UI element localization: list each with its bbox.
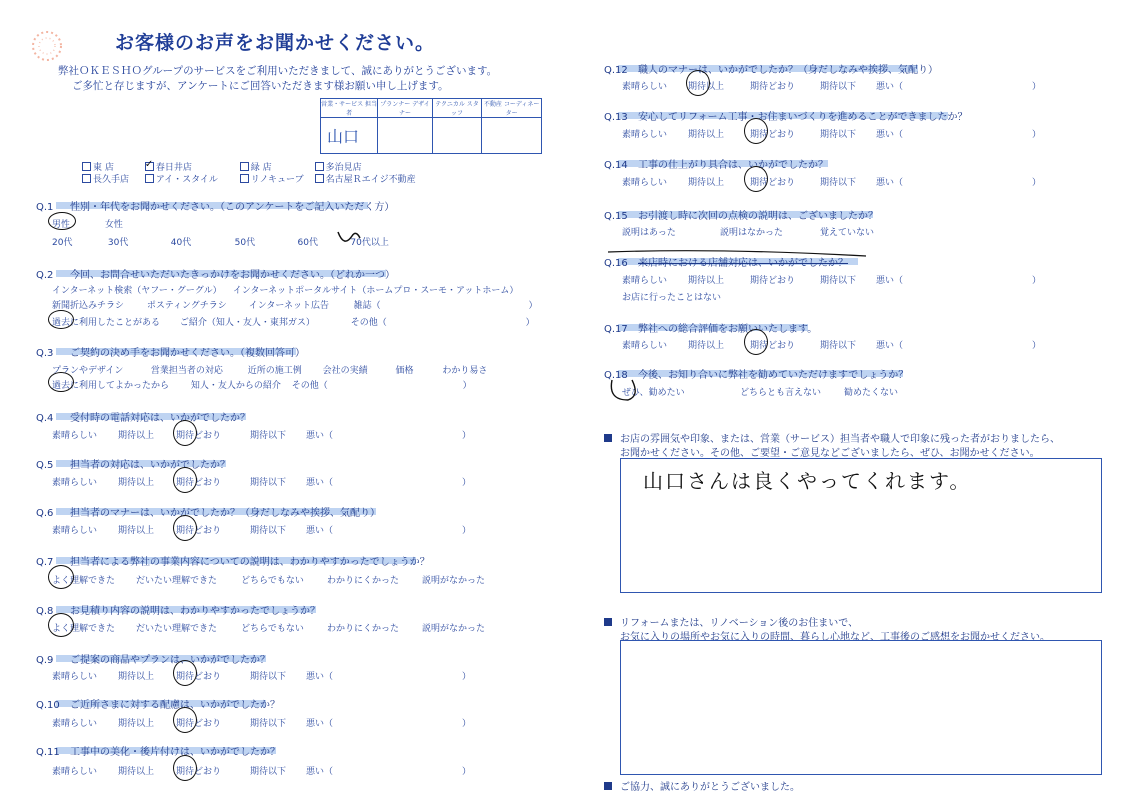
q1-option-50s[interactable]: 50代 — [234, 238, 256, 248]
q17-paren-close: ） — [1032, 341, 1042, 351]
q13-opt-below[interactable]: 期待以下 — [820, 130, 857, 140]
q13-opt-bad[interactable]: 悪い（ — [876, 130, 904, 140]
staff-header-planner: プランナー デザイナー — [378, 99, 433, 118]
footer-thanks: ご協力、誠にありがとうございました。 — [604, 778, 800, 793]
answer-circle-q7 — [48, 565, 74, 589]
answer-circle-q14 — [744, 166, 768, 192]
staff-header-technical: テクニカル スタッフ — [432, 99, 481, 118]
q2-option-other[interactable]: その他（ — [350, 318, 387, 328]
answer-circle-q17 — [744, 329, 768, 355]
q8-opt-unclear[interactable]: わかりにくかった — [327, 624, 400, 634]
q1-option-30s[interactable]: 30代 — [107, 238, 129, 248]
q18-opt-definitely[interactable]: ぜひ、勧めたい — [622, 388, 685, 398]
q8-title: Q.8 お見積り内容の説明は、わかりやすかったでしょうか？ — [36, 606, 320, 617]
q2-paren-close: ） — [528, 301, 538, 311]
q16-opt-above[interactable]: 期待以上 — [688, 276, 725, 286]
q14-opt-bad[interactable]: 悪い（ — [876, 178, 904, 188]
q18-opt-no[interactable]: 勧めたくない — [844, 388, 899, 398]
staff-sales-value[interactable]: 山口 — [321, 118, 378, 154]
q6-opt-excellent[interactable]: 素晴らしい — [52, 526, 98, 536]
q7-opt-neutral[interactable]: どちらでもない — [241, 576, 304, 586]
q15-opt-dont-remember[interactable]: 覚えていない — [820, 228, 875, 238]
answer-circle-q6 — [173, 515, 197, 541]
q15-opt-yes[interactable]: 説明はあった — [622, 228, 676, 238]
q16-title: Q.16 来店時における店舗対応は、いかがでしたか？ — [604, 258, 848, 269]
q11-title: Q.11 工事中の美化・後片付けは、いかがでしたか？ — [36, 747, 280, 758]
q11-paren-close: ） — [462, 767, 472, 777]
q8-opt-understood[interactable]: よく理解できた — [52, 624, 116, 634]
q3-title: Q.3 ご契約の決め手をお聞かせください。（複数回答可） — [36, 348, 305, 359]
q10-opt-above[interactable]: 期待以上 — [118, 719, 155, 729]
q4-opt-bad[interactable]: 悪い（ — [306, 431, 334, 441]
q3-option-friend[interactable]: 知人・友人からの紹介 — [190, 381, 281, 391]
q10-opt-excellent[interactable]: 素晴らしい — [52, 719, 98, 729]
q18-opt-neutral[interactable]: どちらとも言えない — [740, 388, 822, 398]
q2-option-referral[interactable]: ご紹介（知人・友人・東邦ガス） — [179, 318, 315, 328]
q13-opt-excellent[interactable]: 素晴らしい — [622, 130, 668, 140]
answer-circle-q13 — [744, 118, 768, 144]
store-kasugai[interactable]: ✓ 春日井店 — [144, 159, 192, 173]
q12-paren-close: ） — [1032, 82, 1042, 92]
answer-circle-q10 — [173, 707, 197, 733]
store-tajimi[interactable]: 多治見店 — [315, 163, 362, 173]
intro-line-1: 弊社ＯＫＥＳＨＯグループのサービスをご利用いただきまして、誠にありがとうございます。 — [58, 65, 498, 77]
q12-opt-as-expected[interactable]: 期待どおり — [750, 82, 796, 92]
q14-opt-excellent[interactable]: 素晴らしい — [622, 178, 668, 188]
q4-paren-close: ） — [462, 431, 472, 441]
q3-option-design[interactable]: プランやデザイン — [52, 366, 124, 376]
q2-option-flyer[interactable]: 新聞折込みチラシ — [52, 301, 125, 311]
answer-circle-q9 — [173, 660, 197, 686]
q6-opt-above[interactable]: 期待以上 — [118, 526, 155, 536]
q17-opt-above[interactable]: 期待以上 — [688, 341, 725, 351]
q14-title: Q.14 工事の仕上がり具合は、いかがでしたか？ — [604, 160, 828, 171]
q11-opt-as-expected[interactable]: 期待どおり — [176, 767, 222, 777]
q18-title: Q.18 今後、お知り合いに弊社を勧めていただけますでしょうか？ — [604, 370, 909, 381]
q9-opt-above[interactable]: 期待以上 — [118, 672, 155, 682]
q2-option-magazine[interactable]: 雑誌（ — [353, 301, 381, 311]
q9-opt-as-expected[interactable]: 期待どおり — [176, 672, 222, 682]
q1-option-20s[interactable]: 20代 — [52, 238, 73, 248]
free1-label-2: お聞かせください。その他、ご要望・ご意見などございましたら、ぜひ、お聞かせください。 — [620, 448, 1040, 459]
q12-opt-bad[interactable]: 悪い（ — [876, 82, 904, 92]
q3-option-clarity[interactable]: わかり易さ — [442, 366, 488, 376]
q6-opt-as-expected[interactable]: 期待どおり — [176, 526, 222, 536]
q8-opt-neutral[interactable]: どちらでもない — [241, 624, 304, 634]
q5-paren-close: ） — [462, 478, 472, 488]
q12-opt-below[interactable]: 期待以下 — [820, 82, 857, 92]
q2-option-past-use[interactable]: 過去に利用したことがある — [52, 318, 161, 328]
q12-title: Q.12 職人のマナーは、いかがでしたか？（身だしなみや挨拶、気配り） — [604, 65, 938, 76]
q17-opt-as-expected[interactable]: 期待どおり — [750, 341, 796, 351]
page-title: お客様のお声をお聞かせください。 — [115, 32, 436, 54]
q10-opt-as-expected[interactable]: 期待どおり — [176, 719, 222, 729]
free1-label: お店の雰囲気や印象、または、営業（サービス）担当者や職人で印象に残った者がおりましたら、 — [604, 430, 1060, 445]
staff-header-realestate: 不動産 コーディネーター — [482, 99, 542, 118]
store-nagoya-r-age[interactable]: 名古屋Ｒエイジ不動産 — [315, 175, 416, 185]
q2-paren-close-2: ） — [525, 318, 535, 328]
q11-opt-above[interactable]: 期待以上 — [118, 767, 155, 777]
q6-title: Q.6 担当者のマナーは、いかがでしたか？（身だしなみや挨拶、気配り） — [36, 508, 380, 519]
answer-circle-q2-past-use — [48, 310, 74, 329]
store-midori[interactable]: 緑 店 — [240, 160, 312, 173]
q7-title: Q.7 担当者による弊社の事業内容についての説明は、わかりやすかったでしょうか？ — [36, 557, 430, 568]
q2-title: Q.2 今回、お問合せいただいたきっかけをお聞かせください。（どれか一つ） — [36, 270, 395, 281]
q13-title: Q.13 安心してリフォーム工事・お住まいづくりを進めることができましたか？ — [604, 112, 968, 123]
q2-option-posting[interactable]: ポスティングチラシ — [146, 301, 227, 311]
q10-opt-bad[interactable]: 悪い（ — [306, 719, 334, 729]
q11-opt-below[interactable]: 期待以下 — [250, 767, 287, 777]
q9-opt-bad[interactable]: 悪い（ — [306, 672, 334, 682]
q16-paren-close: ） — [1032, 276, 1042, 286]
q10-paren-close: ） — [462, 719, 472, 729]
q3-option-past[interactable]: 過去に利用してよかったから — [52, 381, 170, 391]
q2-option-portal[interactable]: インターネットポータルサイト（ホームプロ・スーモ・アットホーム） — [232, 286, 519, 296]
q11-opt-excellent[interactable]: 素晴らしい — [52, 767, 98, 777]
free2-label-2: お気に入りの場所やお気に入りの時間、暮らし心地など、工事後のご感想をお聞かせください。 — [620, 632, 1050, 643]
q15-title: Q.15 お引渡し時に次回の点検の説明は、ございましたか？ — [604, 211, 878, 222]
q9-title: Q.9 ご提案の商品やプランは、いかがでしたか？ — [36, 655, 270, 666]
store-i-style[interactable]: アイ・スタイル — [145, 172, 237, 185]
q16-opt-excellent[interactable]: 素晴らしい — [622, 276, 668, 286]
q3-option-other[interactable]: その他（ — [291, 381, 328, 391]
q5-opt-bad[interactable]: 悪い（ — [306, 478, 334, 488]
q2-option-web-ad[interactable]: インターネット広告 — [248, 301, 329, 311]
q7-opt-unclear[interactable]: わかりにくかった — [327, 576, 400, 586]
q4-opt-as-expected[interactable]: 期待どおり — [176, 431, 222, 441]
q10-title: Q.10 ご近所さまに対する配慮は、いかがでしたか？ — [36, 700, 280, 711]
q14-paren-close: ） — [1032, 178, 1042, 188]
q14-opt-above[interactable]: 期待以上 — [688, 178, 725, 188]
q12-opt-above[interactable]: 期待以上 — [688, 82, 725, 92]
q3-paren-close: ） — [462, 381, 472, 391]
q9-opt-excellent[interactable]: 素晴らしい — [52, 672, 98, 682]
q14-opt-below[interactable]: 期待以下 — [820, 178, 857, 188]
q11-opt-bad[interactable]: 悪い（ — [306, 767, 334, 777]
q13-opt-above[interactable]: 期待以上 — [688, 130, 725, 140]
q6-paren-close: ） — [462, 526, 472, 536]
q9-opt-below[interactable]: 期待以下 — [250, 672, 287, 682]
q8-opt-mostly[interactable]: だいたい理解できた — [136, 624, 218, 634]
q1-option-female[interactable]: 女性 — [104, 220, 123, 230]
q9-paren-close: ） — [462, 672, 472, 682]
q5-title: Q.5 担当者の対応は、いかがでしたか？ — [36, 460, 230, 471]
store-renocube[interactable]: リノキューブ — [240, 172, 312, 185]
q6-opt-below[interactable]: 期待以下 — [250, 526, 287, 536]
q17-title: Q.17 弊社への総合評価をお願いいたします。 — [604, 324, 818, 335]
q7-opt-understood[interactable]: よく理解できた — [52, 576, 116, 586]
q3-option-record[interactable]: 会社の実績 — [322, 366, 368, 376]
q1-option-70s-plus[interactable]: 70代以上 — [350, 238, 389, 248]
q5-opt-excellent[interactable]: 素晴らしい — [52, 478, 98, 488]
answer-circle-q11 — [173, 755, 197, 781]
q4-title: Q.4 受付時の電話対応は、いかがでしたか？ — [36, 413, 250, 424]
q7-opt-mostly[interactable]: だいたい理解できた — [136, 576, 218, 586]
answer-circle-q3-past — [48, 372, 74, 392]
free2-label: リフォームまたは、リノベーション後のお住まいで、 — [604, 614, 858, 629]
q1-title: Q.1 性別・年代をお聞かせください。（このアンケートをご記入いただく方） — [36, 202, 395, 213]
q16-opt-bad[interactable]: 悪い（ — [876, 276, 904, 286]
q14-opt-as-expected[interactable]: 期待どおり — [750, 178, 796, 188]
q5-opt-above[interactable]: 期待以上 — [118, 478, 155, 488]
q17-opt-bad[interactable]: 悪い（ — [876, 341, 904, 351]
store-higashi[interactable]: 東 店 — [82, 160, 142, 173]
q6-opt-bad[interactable]: 悪い（ — [306, 526, 334, 536]
q13-opt-as-expected[interactable]: 期待どおり — [750, 130, 796, 140]
store-nagakute[interactable]: 長久手店 — [82, 172, 142, 185]
q1-option-male[interactable]: 男性 — [52, 220, 71, 230]
q10-opt-below[interactable]: 期待以下 — [250, 719, 287, 729]
answer-circle-q4 — [173, 420, 197, 446]
free1-handwritten-answer: 山口さんは良くやってくれます。 — [643, 469, 972, 493]
q17-opt-below[interactable]: 期待以下 — [820, 341, 857, 351]
intro-line-2: ご多忙と存じますが、アンケートにご回答いただきます様お願い申し上げます。 — [72, 80, 449, 92]
q4-opt-below[interactable]: 期待以下 — [250, 431, 287, 441]
q3-option-price[interactable]: 価格 — [395, 366, 414, 376]
q16-opt-below[interactable]: 期待以下 — [820, 276, 857, 286]
q1-option-40s[interactable]: 40代 — [170, 238, 192, 248]
q5-opt-as-expected[interactable]: 期待どおり — [176, 478, 222, 488]
answer-circle-q12 — [686, 70, 710, 96]
q7-opt-none[interactable]: 説明がなかった — [422, 576, 486, 586]
answer-circle-q5 — [173, 467, 197, 493]
staff-header-sales: 営業・サービス 担当者 — [321, 99, 378, 118]
q13-paren-close: ） — [1032, 130, 1042, 140]
q2-option-search[interactable]: インターネット検索（ヤフー・グーグル） — [52, 286, 222, 296]
q8-opt-none[interactable]: 説明がなかった — [422, 624, 486, 634]
q3-option-sales[interactable]: 営業担当者の対応 — [150, 366, 223, 376]
q12-opt-excellent[interactable]: 素晴らしい — [622, 82, 668, 92]
q4-opt-above[interactable]: 期待以上 — [118, 431, 155, 441]
q16-opt-as-expected[interactable]: 期待どおり — [750, 276, 796, 286]
q1-option-60s[interactable]: 60代 — [297, 238, 318, 248]
q17-opt-excellent[interactable]: 素晴らしい — [622, 341, 668, 351]
q3-option-nearby[interactable]: 近所の施工例 — [247, 366, 302, 376]
q5-opt-below[interactable]: 期待以下 — [250, 478, 287, 488]
q4-opt-excellent[interactable]: 素晴らしい — [52, 431, 98, 441]
answer-circle-q8 — [48, 613, 74, 637]
q15-opt-no[interactable]: 説明はなかった — [720, 228, 784, 238]
q16-option-never-visited[interactable]: お店に行ったことはない — [622, 293, 722, 303]
